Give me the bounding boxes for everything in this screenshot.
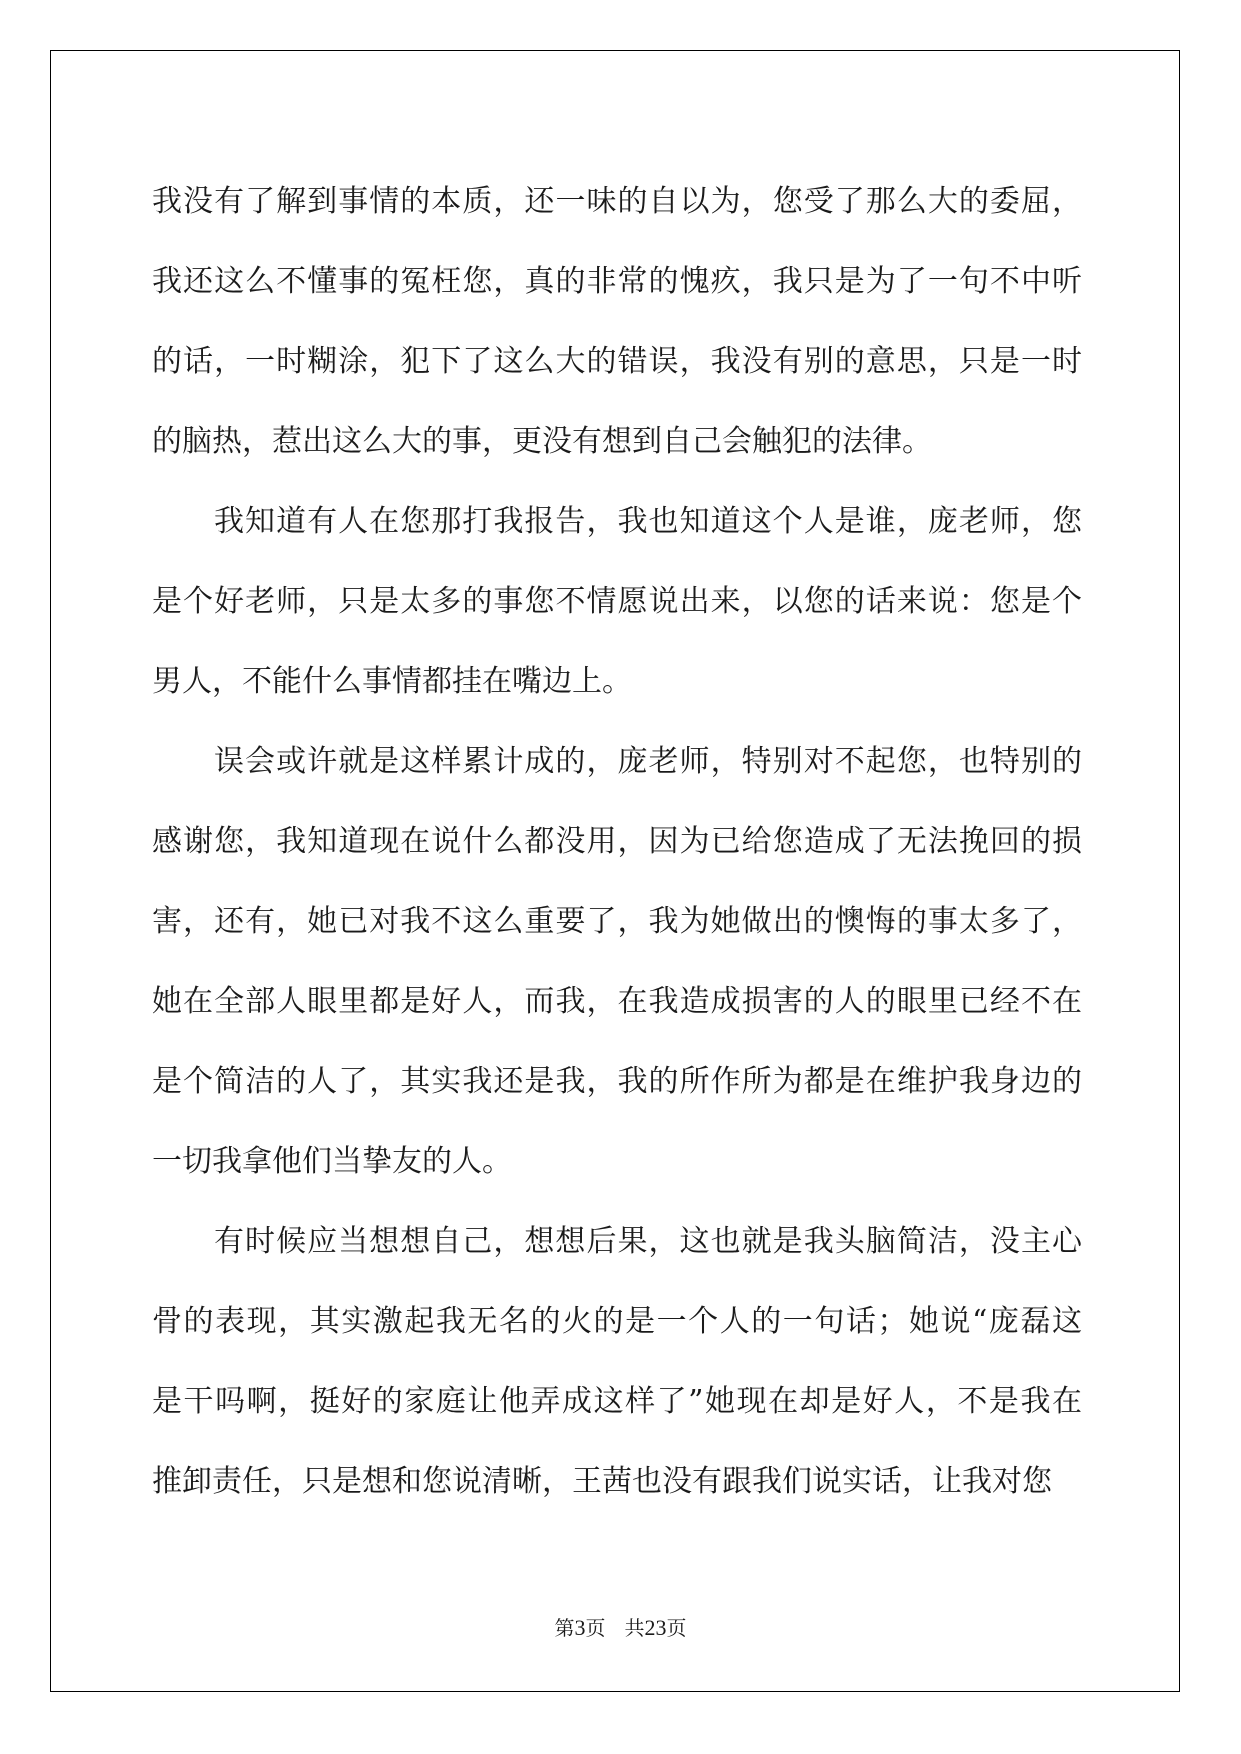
text-line (152, 802, 1082, 882)
text-line-content: 推卸责任，只是想和您说清晰，王茜也没有跟我们说实话，让我对您 (152, 1464, 1052, 1499)
footer-page-suffix: 页 (585, 1616, 606, 1640)
text-line (152, 1122, 1082, 1202)
text-line (152, 882, 1082, 962)
text-line (152, 402, 1082, 482)
text-line-content: 一切我拿他们当挚友的人。 (152, 1144, 512, 1179)
text-line-content: 我还这么不懂事的冤枉您，真的非常的愧疚，我只是为了一句不中听 (152, 264, 1082, 299)
text-line-content: 误会或许就是这样累计成的，庞老师，特别对不起您，也特别的 (214, 744, 1082, 779)
footer-current-page: 3 (574, 1615, 586, 1640)
text-line (152, 1362, 1082, 1442)
text-line (152, 562, 1082, 642)
text-line-content: 男人，不能什么事情都挂在嘴边上。 (152, 664, 632, 699)
document-body (152, 162, 1082, 1522)
text-line-content: 的话，一时糊涂，犯下了这么大的错误，我没有别的意思，只是一时 (152, 344, 1082, 379)
footer-prefix: 第 (554, 1616, 575, 1640)
page-footer (0, 1612, 1241, 1641)
text-line-content: 有时候应当想想自己，想想后果，这也就是我头脑简洁，没主心 (214, 1224, 1082, 1259)
text-line-content: 骨的表现，其实激起我无名的火的是一个人的一句话；她说“庞磊这 (152, 1304, 1082, 1339)
paragraph (152, 722, 1082, 1202)
text-line (152, 1042, 1082, 1122)
text-line (152, 162, 1082, 242)
text-line-content: 的脑热，惹出这么大的事，更没有想到自己会触犯的法律。 (152, 424, 932, 459)
text-line (152, 1442, 1082, 1522)
text-line (152, 642, 1082, 722)
footer-total-suffix: 页 (666, 1616, 687, 1640)
text-line-content: 是个好老师，只是太多的事您不情愿说出来，以您的话来说：您是个 (152, 584, 1082, 619)
text-line (152, 722, 1082, 802)
paragraph (152, 1202, 1082, 1522)
text-line (152, 242, 1082, 322)
paragraph (152, 482, 1082, 722)
paragraph (152, 162, 1082, 482)
footer-total-prefix: 共 (624, 1616, 645, 1640)
text-line-content: 她在全部人眼里都是好人，而我，在我造成损害的人的眼里已经不在 (152, 984, 1082, 1019)
text-line (152, 1202, 1082, 1282)
text-line-content: 我知道有人在您那打我报告，我也知道这个人是谁，庞老师，您 (214, 504, 1082, 539)
text-line (152, 1282, 1082, 1362)
text-line-content: 是个简洁的人了，其实我还是我，我的所作所为都是在维护我身边的 (152, 1064, 1082, 1099)
text-line-content: 是干吗啊，挺好的家庭让他弄成这样了”她现在却是好人，不是我在 (152, 1384, 1082, 1419)
text-line (152, 962, 1082, 1042)
text-line (152, 482, 1082, 562)
text-line-content: 我没有了解到事情的本质，还一味的自以为，您受了那么大的委屈， (152, 184, 1082, 219)
footer-total-pages: 23 (644, 1615, 667, 1640)
text-line-content: 害，还有，她已对我不这么重要了，我为她做出的懊悔的事太多了， (152, 904, 1082, 939)
text-line-content: 感谢您，我知道现在说什么都没用，因为已给您造成了无法挽回的损 (152, 824, 1082, 859)
text-line (152, 322, 1082, 402)
